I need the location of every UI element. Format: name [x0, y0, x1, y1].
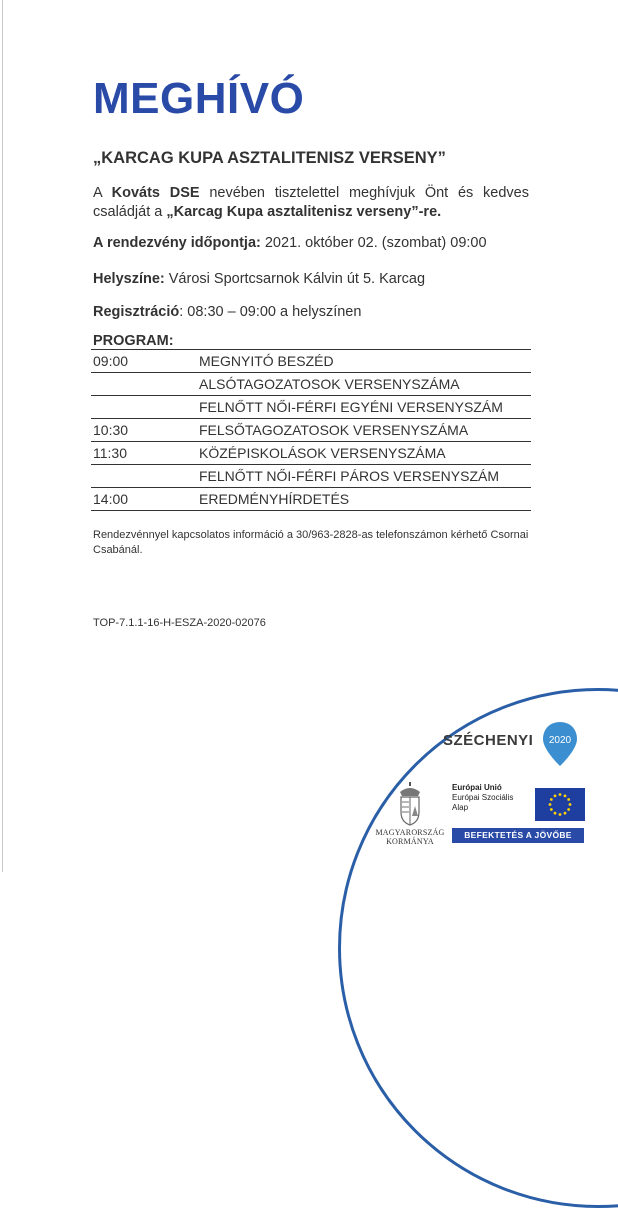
eu-star: [549, 803, 552, 806]
project-code: TOP-7.1.1-16-H-ESZA-2020-02076: [93, 617, 266, 629]
eu-star: [550, 808, 553, 811]
program-row: [91, 350, 531, 373]
government-label: [370, 828, 450, 846]
szechenyi-year: 2020: [548, 735, 572, 746]
eu-star: [559, 813, 562, 816]
intro-paragraph: [93, 184, 529, 222]
eu-star: [554, 794, 557, 797]
eu-star: [567, 808, 570, 811]
invest-banner: BEFEKTETÉS A JÖVŐBE: [452, 828, 584, 843]
eu-label: [452, 783, 513, 813]
eu-star: [554, 812, 557, 815]
page-title: MEGHÍVÓ: [93, 74, 305, 123]
program-item: FELNŐTT NŐI-FÉRFI PÁROS VERSENYSZÁM: [197, 465, 531, 488]
date-line: [93, 235, 487, 251]
eu-line-1: Európai Szociális: [452, 793, 514, 802]
intro-text-2: nevében tisztelettel meghívjuk Önt és kedves családját a: [93, 185, 529, 220]
date-label: A rendezvény időpontja:: [93, 235, 261, 251]
program-table: [91, 349, 531, 511]
eu-star: [559, 793, 562, 796]
program-time: 11:30: [91, 442, 197, 465]
program-item: ALSÓTAGOZATOSOK VERSENYSZÁMA: [197, 373, 531, 396]
szechenyi-logo-text: SZÉCHENYI: [443, 732, 534, 749]
eu-title: Európai Unió: [452, 783, 502, 792]
registration-line: [93, 304, 361, 320]
eu-star: [569, 803, 572, 806]
program-row: [91, 465, 531, 488]
eu-flag-icon: [535, 788, 585, 821]
eu-star: [564, 812, 567, 815]
program-heading: PROGRAM:: [93, 333, 174, 349]
eu-star: [564, 794, 567, 797]
program-time: 09:00: [91, 350, 197, 373]
event-name: „Karcag Kupa asztalitenisz verseny”-re.: [166, 204, 442, 220]
program-row: [91, 488, 531, 511]
date-value: 2021. október 02. (szombat) 09:00: [260, 235, 487, 251]
program-time: 10:30: [91, 419, 197, 442]
program-item: KÖZÉPISKOLÁSOK VERSENYSZÁMA: [197, 442, 531, 465]
venue-label: Helyszíne:: [93, 271, 165, 287]
government-line-2: KORMÁNYA: [386, 837, 434, 846]
event-subtitle: „KARCAG KUPA ASZTALITENISZ VERSENY”: [93, 149, 446, 167]
program-row: [91, 396, 531, 419]
program-time: [91, 465, 197, 488]
hungarian-coat-of-arms-icon: [395, 782, 425, 826]
contact-info: Rendezvénnyel kapcsolatos információ a 30/963-2828-as telefonszámon kérhető Csornai Csabánál.: [93, 529, 529, 556]
program-item: EREDMÉNYHÍRDETÉS: [197, 488, 531, 511]
program-row: [91, 373, 531, 396]
program-time: 14:00: [91, 488, 197, 511]
eu-star: [567, 798, 570, 801]
venue-line: [93, 271, 425, 287]
szechenyi-badge-icon: [541, 720, 579, 768]
program-time: [91, 373, 197, 396]
eu-star: [550, 798, 553, 801]
intro-text-1: A: [93, 185, 112, 201]
organizer-name: Kováts DSE: [111, 185, 200, 201]
venue-value: Városi Sportcsarnok Kálvin út 5. Karcag: [164, 271, 426, 287]
program-item: FELNŐTT NŐI-FÉRFI EGYÉNI VERSENYSZÁM: [197, 396, 531, 419]
eu-line-2: Alap: [452, 803, 469, 812]
program-time: [91, 396, 197, 419]
program-item: FELSŐTAGOZATOSOK VERSENYSZÁMA: [197, 419, 531, 442]
program-item: MEGNYITÓ BESZÉD: [197, 350, 531, 373]
program-row: [91, 442, 531, 465]
program-row: [91, 419, 531, 442]
registration-value: : 08:30 – 09:00 a helyszínen: [179, 304, 362, 320]
government-line-1: MAGYARORSZÁG: [375, 828, 445, 837]
page-edge: [2, 0, 3, 872]
registration-label: Regisztráció: [93, 304, 180, 320]
